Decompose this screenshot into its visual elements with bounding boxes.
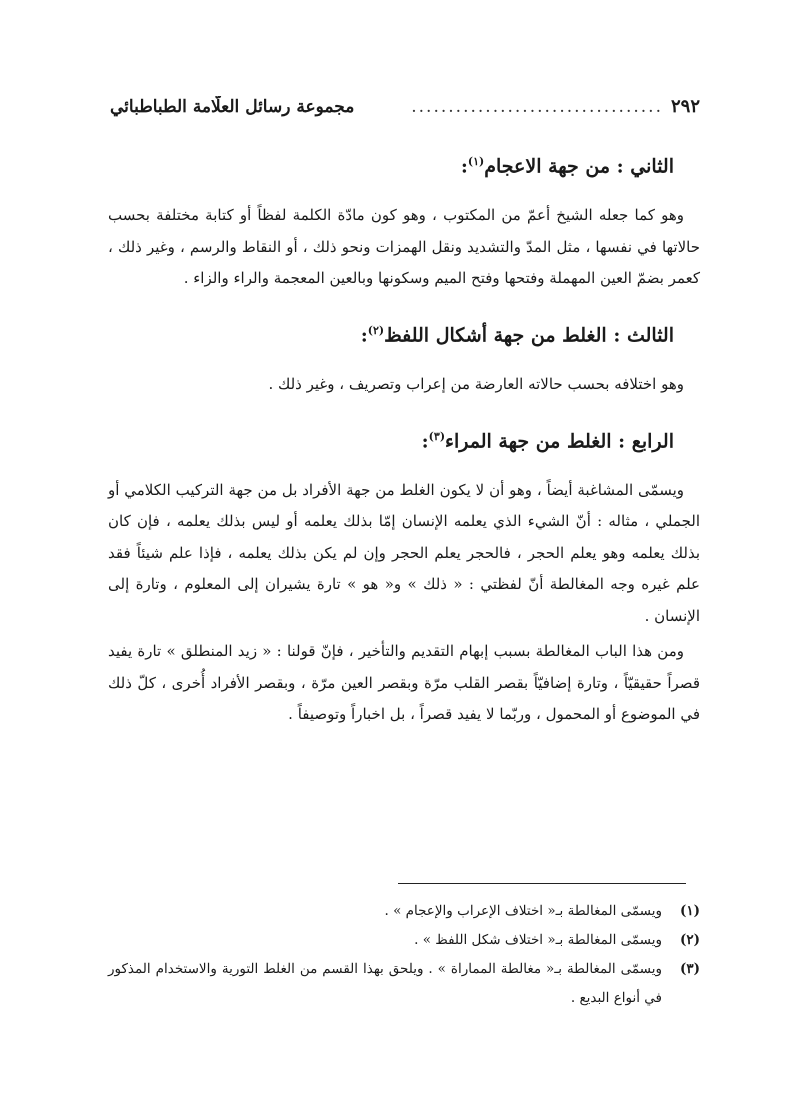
- section-paragraph: وهو كما جعله الشيخ أعمّ من المكتوب ، وهو كون مادّة الكلمة لفظاً أو كتابة مختلفة بحسب حالاتها في نفسها ، مثل المدّ والتشديد ونقل الهمزات ونحو ذلك ، أو النقاط والرسم ، وغير ذلك ، كعمر بضمّ العين المهملة وفتحها وفتح الميم وسكونها وبالعين المعجمة والراء والزاء .: [108, 206, 700, 288]
- footnote-ref: (٣): [428, 429, 446, 443]
- footnote-separator: [398, 883, 686, 884]
- heading-text: الرابع : الغلط من جهة المراء: [445, 429, 674, 452]
- section-paragraph: ومن هذا الباب المغالطة بسبب إبهام التقديم والتأخير ، فإنّ قولنا : « زيد المنطلق » تارة يفيد قصراً حقيقيّاً ، وتارة إضافيّاً بقصر القلب مرّة وبقصر العين مرّة ، وبقصر الأفراد أُخرى ، كلّ ذلك في الموضوع أو المحمول ، وربّما لا يفيد قصراً ، بل اخباراً وتوصيفاً .: [108, 642, 700, 724]
- heading-colon: :: [421, 429, 429, 452]
- section-heading: [108, 311, 700, 355]
- header-title: مجموعة رسائل العلّامة الطباطبائي: [110, 97, 355, 117]
- heading-colon: :: [360, 324, 368, 347]
- footnote-number: (١): [679, 903, 700, 919]
- footnote-item: [108, 897, 700, 926]
- footnotes: [108, 897, 700, 1013]
- heading-text: الثاني : من جهة الاعجام: [484, 155, 674, 178]
- footnote-item: [108, 926, 700, 955]
- section-heading: [108, 417, 700, 461]
- footnote-text: ويسمّى المغالطة بـ« اختلاف الإعراب والإعجام » .: [384, 903, 662, 919]
- main-content: [108, 142, 700, 747]
- section-third: [108, 311, 700, 401]
- header-leader-dots: ..................................: [411, 97, 663, 117]
- section-paragraph: وهو اختلافه بحسب حالاته العارضة من إعراب وتصريف ، وغير ذلك .: [268, 375, 684, 394]
- footnote-item: [108, 955, 700, 1013]
- heading-colon: :: [460, 155, 468, 178]
- footnote-text: ويسمّى المغالطة بـ« اختلاف شكل اللفظ » .: [414, 932, 662, 948]
- section-second: [108, 142, 700, 295]
- footnote-ref: (١): [467, 155, 485, 168]
- section-heading: [108, 142, 700, 186]
- running-header: [110, 96, 700, 128]
- section-paragraph: ويسمّى المشاغبة أيضاً ، وهو أن لا يكون الغلط من جهة الأفراد بل من جهة التركيب الكلامي أو الجملي ، مثاله : أنّ الشيء الذي يعلمه الإنسان إمّا بذلك يعلمه أو ليس بذلك يعلمه ، فإن كان بذلك يعلمه وهو يعلم الحجر ، فالحجر يعلم الحجر وإن لم يكن بذلك يعلمه ، فإذا علم شيئاً فقد علم غيره وجه المغالطة أنّ لفظتي : « ذلك » و« هو » تارة يشيران إلى المعلوم ، وتارة إلى الإنسان .: [108, 480, 700, 625]
- footnote-number: (٢): [679, 932, 700, 948]
- page-number: ٢٩٢: [670, 96, 700, 117]
- heading-text: الثالث : الغلط من جهة أشكال اللفظ: [384, 324, 674, 347]
- footnote-number: (٣): [679, 961, 700, 977]
- section-fourth: [108, 417, 700, 731]
- footnote-ref: (٢): [367, 323, 385, 337]
- footnote-text: ويسمّى المغالطة بـ« مغالطة المماراة » . ويلحق بهذا القسم من الغلط التورية والاستخدام المذكور في أنواع البديع .: [108, 961, 662, 1006]
